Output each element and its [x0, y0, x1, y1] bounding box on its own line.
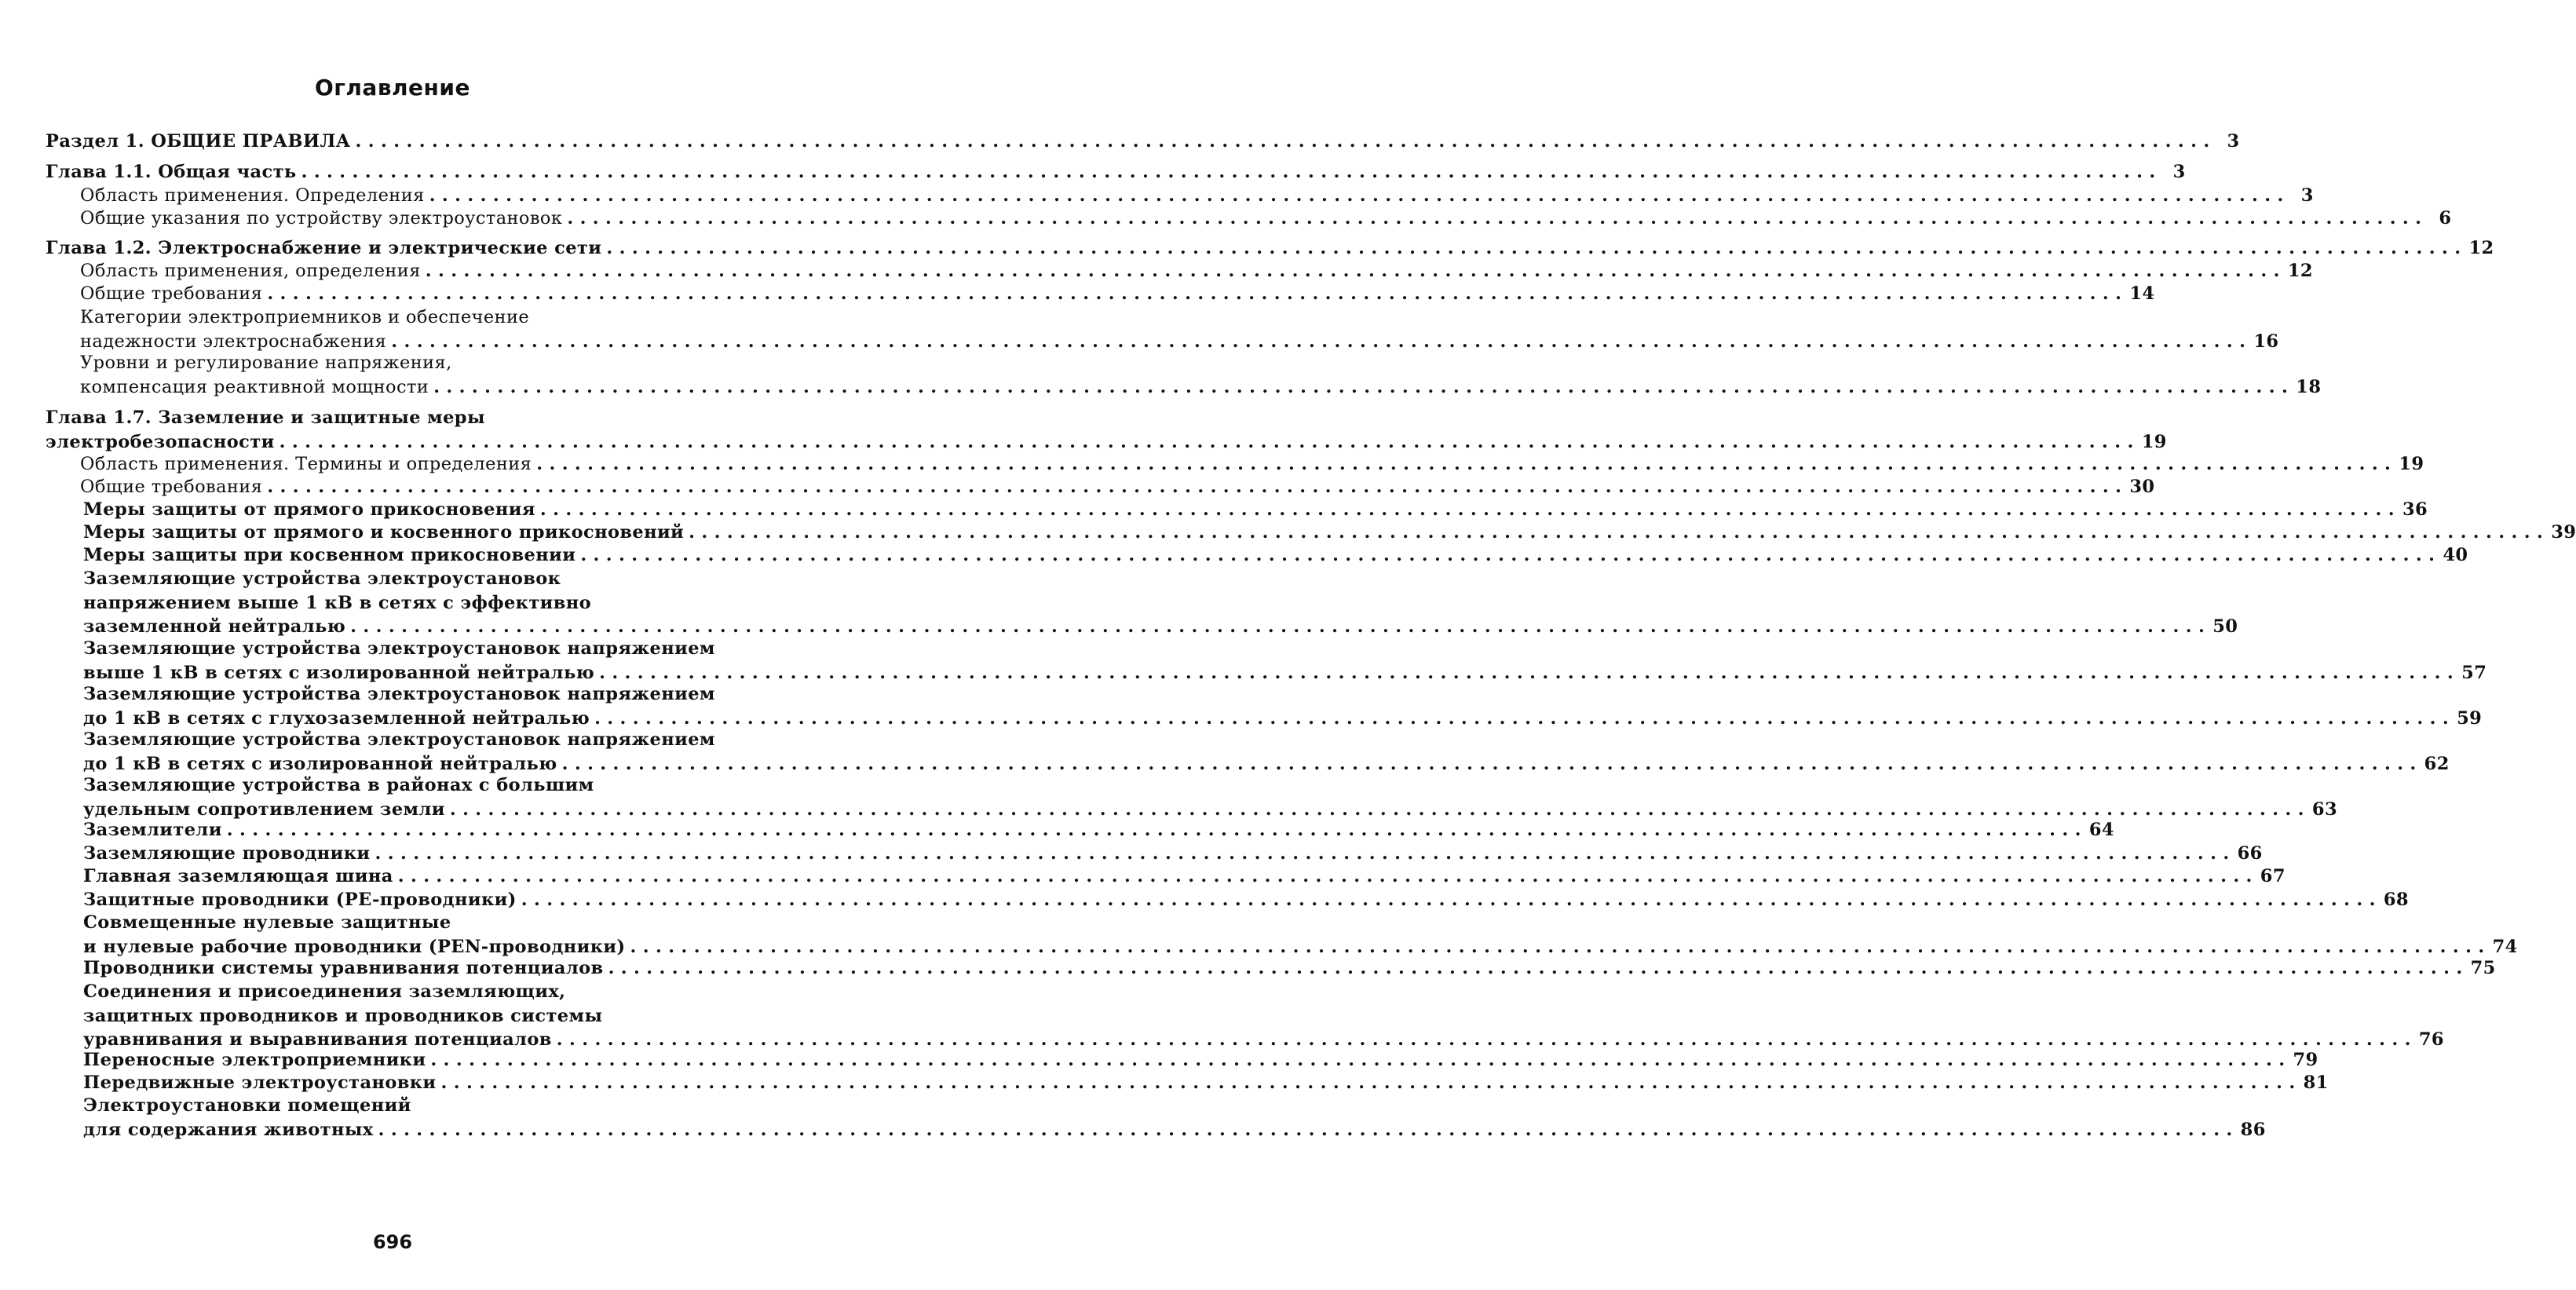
toc-entry-title: и нулевые рабочие проводники (PEN-проводники): [83, 936, 626, 957]
toc-entry-row: [83, 543, 2468, 568]
toc-page-number: 39: [2551, 522, 2576, 543]
toc-entry: [46, 475, 2155, 499]
toc-heading: Оглавление: [314, 75, 470, 100]
toc-entry-title-line: защитных проводников и проводников системы: [83, 1005, 603, 1026]
toc-entry-row: [83, 752, 2450, 777]
toc-entry-title: Меры защиты от прямого прикосновения: [83, 499, 535, 520]
toc-page-number: 16: [2253, 331, 2279, 352]
dot-leader: ..................................................................................................................................................: [599, 662, 2461, 683]
toc-page-number: 18: [2296, 376, 2322, 397]
toc-entry-title: электробезопасности: [46, 431, 275, 452]
dot-leader: ..................................................................................................................................................: [594, 707, 2456, 729]
dot-leader: ..................................................................................................................................................: [267, 477, 2128, 497]
toc-entry: [46, 637, 2487, 685]
toc-entry-title: Общие указания по устройству электроустановок: [80, 208, 563, 228]
toc-entry-row: [83, 707, 2483, 731]
toc-page-number: 3: [2172, 162, 2186, 182]
toc-page-number: 75: [2470, 958, 2496, 978]
toc-entry: [46, 1071, 2329, 1095]
toc-entry: [46, 1094, 2266, 1142]
toc-entry-row: [83, 1048, 2318, 1073]
toc-page-number: 68: [2383, 890, 2409, 910]
toc-entry: [46, 259, 2313, 283]
dot-leader: ..................................................................................................................................................: [608, 958, 2469, 978]
toc-entry-title: Глава 1.2. Электроснабжение и электрические сети: [46, 238, 602, 258]
dot-leader: ..................................................................................................................................................: [425, 261, 2286, 281]
toc-entry-title: Раздел 1. ОБЩИЕ ПРАВИЛА: [46, 131, 351, 152]
toc-entry-row: [83, 956, 2496, 981]
toc-entry-row: [80, 206, 2452, 231]
dot-leader: ..................................................................................................................................................: [567, 208, 2428, 228]
toc-entry-title-line: Заземляющие устройства электроустановок напряжением: [83, 684, 715, 704]
toc-entry: [46, 498, 2428, 522]
toc-entry: [46, 773, 2338, 821]
toc-entry-title: Заземлители: [83, 820, 222, 840]
toc-page-number: 76: [2418, 1029, 2444, 1051]
toc-entry-title-line: Заземляющие устройства в районах с большим: [83, 775, 594, 795]
toc-entry-row: [83, 498, 2428, 522]
toc-page-number: 67: [2260, 866, 2286, 886]
dot-leader: ..................................................................................................................................................: [536, 454, 2398, 474]
toc-page-number: 86: [2240, 1119, 2266, 1140]
dot-leader: ..................................................................................................................................................: [440, 1073, 2302, 1093]
dot-leader: ..................................................................................................................................................: [391, 331, 2253, 352]
toc-page-number: 74: [2492, 936, 2518, 957]
toc-entry-title-line: Уровни и регулирование напряжения,: [80, 353, 452, 373]
dot-leader: ..................................................................................................................................................: [521, 890, 2382, 910]
toc-page-number: 81: [2303, 1073, 2329, 1093]
toc-entry: [46, 130, 2240, 154]
dot-leader: ..................................................................................................................................................: [226, 820, 2088, 840]
toc-page-number: 79: [2293, 1050, 2318, 1070]
toc-entry-title: Общие требования: [80, 283, 263, 304]
toc-entry-row: [83, 615, 2238, 639]
toc-entry: [46, 521, 2576, 545]
toc-entry-title: удельным сопротивлением земли: [83, 798, 445, 820]
dot-leader: ..................................................................................................................................................: [539, 499, 2401, 520]
toc-entry-title: компенсация реактивной мощности: [80, 376, 429, 397]
toc-entry-title: для содержания животных: [83, 1119, 374, 1140]
toc-entry: [46, 236, 2494, 261]
toc-page-number: 62: [2424, 753, 2450, 774]
toc-entry-row: [83, 1118, 2266, 1142]
toc-entry-row: [46, 236, 2494, 261]
toc-entry-row: [83, 935, 2518, 959]
dot-leader: ..................................................................................................................................................: [561, 753, 2423, 774]
toc-entry-row: [46, 160, 2186, 185]
toc-entry: [46, 980, 2444, 1052]
toc-entry-title-line: Заземляющие устройства электроустановок напряжением: [83, 729, 715, 750]
toc-page-number: 50: [2212, 616, 2238, 638]
toc-entry-title: надежности электроснабжения: [80, 331, 387, 352]
toc-entry-row: [83, 864, 2286, 889]
toc-page-number: 40: [2443, 545, 2468, 565]
toc-page-number: 30: [2129, 477, 2155, 497]
dot-leader: ..................................................................................................................................................: [378, 1119, 2239, 1140]
toc-entry-title: Общие требования: [80, 477, 263, 497]
toc-entry-title: Проводники системы уравнивания потенциалов: [83, 958, 604, 978]
toc-entry-title: заземленной нейтралью: [83, 616, 346, 638]
toc-entry: [46, 956, 2496, 981]
toc-entry-row: [46, 430, 2167, 455]
dot-leader: ..................................................................................................................................................: [355, 131, 2216, 152]
toc-entry-row: [80, 375, 2322, 400]
toc-entry-title-line: Глава 1.7. Заземление и защитные меры: [46, 407, 485, 428]
dot-leader: ..................................................................................................................................................: [279, 431, 2140, 452]
dot-leader: ..................................................................................................................................................: [397, 866, 2259, 886]
toc-entry-row: [83, 842, 2263, 866]
toc-entry-row: [83, 661, 2487, 685]
toc-entry-title-line: Соединения и присоединения заземляющих,: [83, 981, 566, 1002]
toc-entry-title: Заземляющие проводники: [83, 843, 371, 864]
toc-page-number: 64: [2088, 820, 2114, 840]
toc-entry-title-line: напряжением выше 1 кВ в сетях с эффективно: [83, 592, 592, 613]
toc-entry-title-line: Заземляющие устройства электроустановок напряжением: [83, 638, 715, 659]
toc-page-number: 6: [2439, 208, 2452, 228]
toc-entry-row: [83, 888, 2409, 912]
toc-entry: [46, 567, 2238, 639]
toc-entry: [46, 842, 2263, 866]
toc-page-number: 19: [2141, 431, 2167, 452]
dot-leader: ..................................................................................................................................................: [429, 185, 2290, 206]
toc-page-number: 57: [2461, 662, 2487, 683]
dot-leader: ..................................................................................................................................................: [449, 798, 2311, 820]
toc-entry: [46, 452, 2424, 477]
toc-page-number: 36: [2402, 499, 2428, 520]
toc-page-number: 63: [2311, 798, 2338, 820]
toc-entry-row: [80, 330, 2279, 354]
toc-entry-title: Передвижные электроустановки: [83, 1073, 437, 1093]
toc-entry: [46, 818, 2114, 842]
toc-page-number: 19: [2399, 454, 2424, 474]
toc-entry-title: выше 1 кВ в сетях с изолированной нейтралью: [83, 662, 595, 683]
toc-entry: [46, 1048, 2318, 1073]
toc-entry-title: Переносные электроприемники: [83, 1050, 426, 1070]
toc-entry: [46, 888, 2409, 912]
toc-entry-title: Глава 1.1. Общая часть: [46, 162, 297, 182]
toc-entry-row: [80, 452, 2424, 477]
toc-entry: [46, 543, 2468, 568]
toc-page-number: 3: [2300, 185, 2314, 206]
toc-entry: [46, 911, 2518, 959]
toc-page-number: 59: [2457, 707, 2483, 729]
toc-entry-row: [80, 259, 2313, 283]
toc-entry-title-line: Совмещенные нулевые защитные: [83, 912, 451, 933]
toc-entry-title: Меры защиты от прямого и косвенного прикосновений: [83, 522, 685, 543]
toc-page-number: 12: [2468, 238, 2494, 258]
toc-entry-title: до 1 кВ в сетях с глухозаземленной нейтралью: [83, 707, 590, 729]
dot-leader: ..................................................................................................................................................: [433, 376, 2295, 397]
toc-entry-row: [46, 130, 2240, 154]
toc-page-number: 3: [2227, 131, 2240, 152]
dot-leader: ..................................................................................................................................................: [267, 283, 2128, 304]
toc-page-number: 14: [2129, 283, 2155, 304]
dot-leader: ..................................................................................................................................................: [556, 1029, 2417, 1051]
toc-entry: [46, 206, 2452, 231]
toc-entry-title-line: Заземляющие устройства электроустановок: [83, 568, 561, 589]
toc-entry-title: Область применения, определения: [80, 261, 421, 281]
dot-leader: ..................................................................................................................................................: [350, 616, 2212, 638]
toc-entry-row: [83, 521, 2576, 545]
toc-entry-title: Область применения. Определения: [80, 185, 425, 206]
toc-entry-title: Защитные проводники (PE-проводники): [83, 890, 517, 910]
dot-leader: ..................................................................................................................................................: [301, 162, 2162, 182]
toc-entry: [46, 184, 2314, 208]
toc-entry-row: [83, 818, 2114, 842]
toc-entry-row: [80, 184, 2314, 208]
dot-leader: ..................................................................................................................................................: [689, 522, 2550, 543]
toc-entry: [46, 728, 2450, 776]
toc-entry: [46, 406, 2167, 454]
page-number: 696: [372, 1231, 413, 1253]
toc-entry: [46, 282, 2155, 306]
toc-entry-title-line: Категории электроприемников и обеспечение: [80, 307, 530, 327]
toc-entry-title: до 1 кВ в сетях с изолированной нейтралью: [83, 753, 557, 774]
toc-entry: [46, 682, 2483, 730]
dot-leader: ..................................................................................................................................................: [630, 936, 2491, 957]
toc-page-number: 12: [2287, 261, 2313, 281]
toc-entry: [46, 305, 2279, 353]
toc-page-number: 66: [2237, 843, 2263, 864]
toc-entry: [46, 351, 2322, 399]
toc-entry: [46, 160, 2186, 185]
dot-leader: ..................................................................................................................................................: [606, 238, 2468, 258]
toc-entry-row: [80, 282, 2155, 306]
toc-entry-title-line: Электроустановки помещений: [83, 1095, 411, 1116]
dot-leader: ..................................................................................................................................................: [580, 545, 2442, 565]
toc-entry-title: уравнивания и выравнивания потенциалов: [83, 1029, 552, 1051]
toc-entry-title: Главная заземляющая шина: [83, 866, 393, 886]
toc-entry-title: Область применения. Термины и определения: [80, 454, 532, 474]
toc-entry-title: Меры защиты при косвенном прикосновении: [83, 545, 576, 565]
toc-entry-row: [80, 475, 2155, 499]
toc-entry-row: [83, 1071, 2329, 1095]
dot-leader: ..................................................................................................................................................: [430, 1050, 2292, 1070]
dot-leader: ..................................................................................................................................................: [375, 843, 2236, 864]
toc-entry: [46, 864, 2286, 889]
